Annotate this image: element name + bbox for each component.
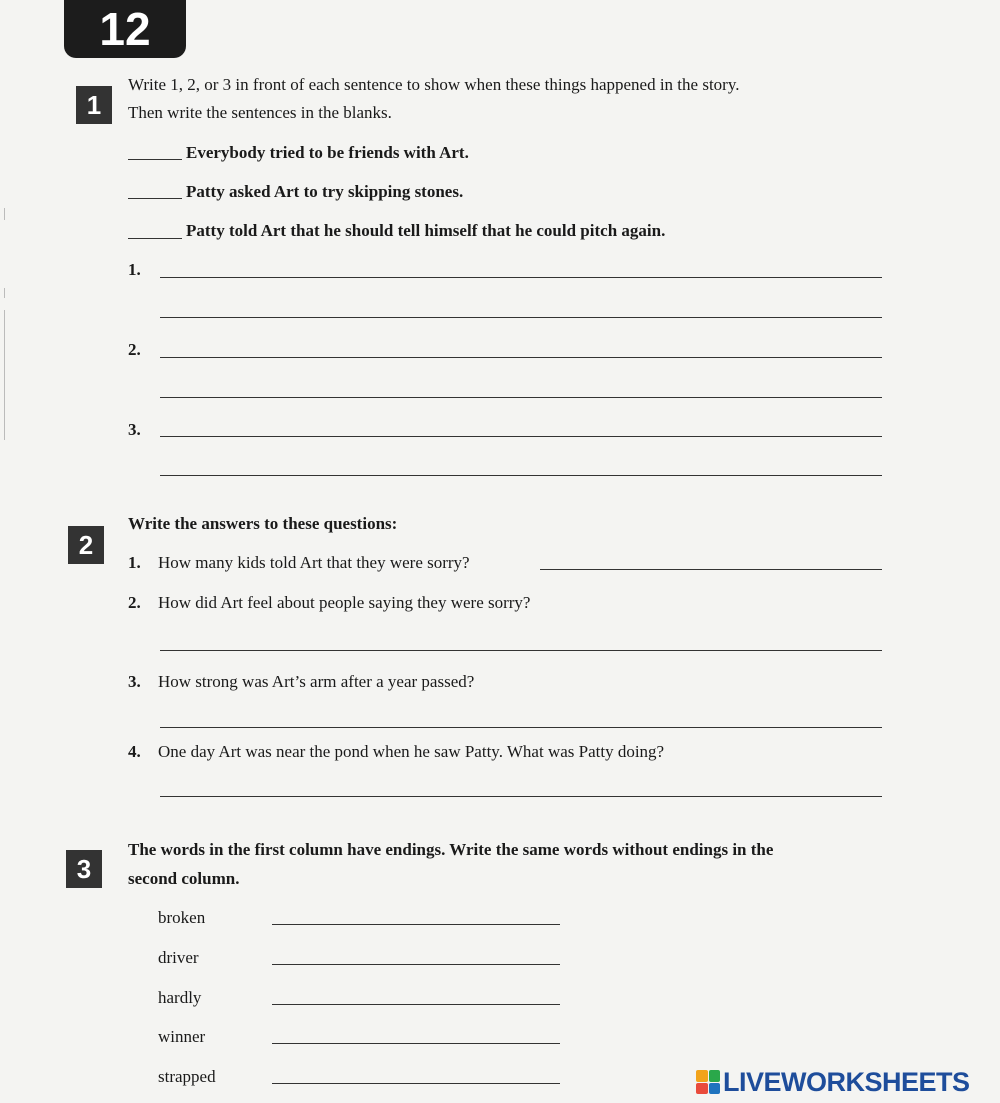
word-3-answer-line[interactable]: [272, 1004, 560, 1005]
lesson-number-badge: 12: [64, 0, 186, 58]
question-1-answer-line[interactable]: [540, 569, 882, 570]
word-5-answer-line[interactable]: [272, 1083, 560, 1084]
scan-edge-mark: [4, 310, 5, 440]
question-3-text: How strong was Art’s arm after a year passed?: [158, 672, 475, 691]
scan-edge-mark: [4, 208, 5, 220]
answer-line-1a[interactable]: [160, 277, 882, 278]
question-4-number: 4.: [128, 742, 141, 761]
word-4: winner: [158, 1027, 206, 1046]
section-1-number: 1: [76, 86, 112, 124]
answer-label-3: 3.: [128, 420, 141, 439]
word-2: driver: [158, 948, 199, 967]
section-1-instruction-line-1: Write 1, 2, or 3 in front of each sentence to show when these things happened in the story.: [128, 75, 740, 94]
liveworksheets-logo-text: LIVEWORKSHEETS: [723, 1066, 970, 1097]
question-2-text: How did Art feel about people saying they were sorry?: [158, 593, 531, 612]
word-1-answer-line[interactable]: [272, 924, 560, 925]
sentence-2: Patty asked Art to try skipping stones.: [186, 182, 464, 201]
section-3-instruction-line-1: The words in the first column have endings. Write the same words without endings in the: [128, 840, 774, 859]
word-1: broken: [158, 908, 206, 927]
word-2-answer-line[interactable]: [272, 964, 560, 965]
answer-label-2: 2.: [128, 340, 141, 359]
word-4-answer-line[interactable]: [272, 1043, 560, 1044]
order-blank-3[interactable]: [128, 238, 182, 239]
question-1-number: 1.: [128, 553, 141, 572]
sentence-3: Patty told Art that he should tell himself that he could pitch again.: [186, 221, 666, 240]
word-3: hardly: [158, 988, 202, 1007]
answer-line-3a[interactable]: [160, 436, 882, 437]
section-1-instruction-line-2: Then write the sentences in the blanks.: [128, 103, 392, 122]
question-4-text: One day Art was near the pond when he saw Patty. What was Patty doing?: [158, 742, 665, 761]
answer-line-2a[interactable]: [160, 357, 882, 358]
order-blank-2[interactable]: [128, 198, 182, 199]
question-4-answer-line[interactable]: [160, 796, 882, 797]
answer-line-1b[interactable]: [160, 317, 882, 318]
answer-label-1: 1.: [128, 260, 141, 279]
question-3-answer-line[interactable]: [160, 727, 882, 728]
liveworksheets-logo[interactable]: [696, 1066, 970, 1098]
word-5: strapped: [158, 1067, 216, 1086]
liveworksheets-logo-icon: [696, 1070, 720, 1094]
section-3-instruction-line-2: second column.: [128, 869, 240, 888]
question-2-number: 2.: [128, 593, 141, 612]
order-blank-1[interactable]: [128, 159, 182, 160]
question-1-text: How many kids told Art that they were sorry?: [158, 553, 470, 572]
section-2-heading: Write the answers to these questions:: [128, 514, 398, 533]
answer-line-3b[interactable]: [160, 475, 882, 476]
question-3-number: 3.: [128, 672, 141, 691]
question-2-answer-line[interactable]: [160, 650, 882, 651]
scan-edge-mark: [4, 288, 5, 298]
sentence-1: Everybody tried to be friends with Art.: [186, 143, 469, 162]
section-2-number: 2: [68, 526, 104, 564]
section-3-number: 3: [66, 850, 102, 888]
answer-line-2b[interactable]: [160, 397, 882, 398]
